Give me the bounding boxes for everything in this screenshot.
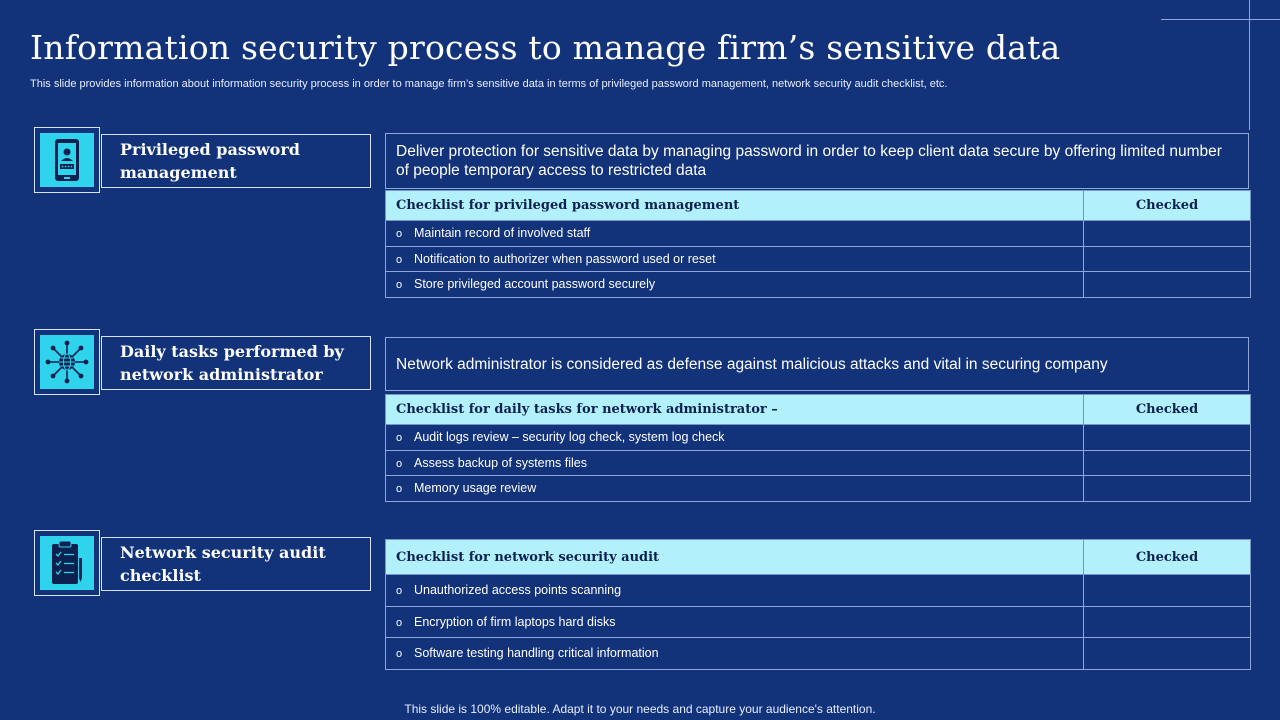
checklist-item [386,638,1084,670]
table-header-row [386,540,1251,575]
section-1-label: Privileged password management [101,134,371,188]
checked-cell[interactable] [1084,575,1251,607]
table-row [386,450,1251,476]
checked-header: Checked [1084,191,1251,221]
bullet-icon: o [396,253,403,266]
bullet-icon: o [396,616,403,629]
network-globe-icon [40,335,94,389]
table-row [386,575,1251,607]
table-row [386,606,1251,638]
page-subtitle: This slide provides information about information security process in order to manage firm’s sensitive data in terms of privileged password management, network security audit checklist, etc. [30,78,948,90]
checklist-item [386,476,1084,502]
bullet-icon: o [396,483,403,496]
section-1-description: Deliver protection for sensitive data by managing password in order to keep client data secure by offering limited number of people temporary access to restricted data [385,133,1249,189]
table-row [386,272,1251,298]
checklist-header: Checklist for privileged password management [386,191,1084,221]
bullet-icon: o [396,457,403,470]
checklist-item [386,425,1084,451]
checked-header: Checked [1084,540,1251,575]
section-3-checklist-table [385,539,1251,670]
checklist-item-text: Assess backup of systems files [414,455,587,470]
section-1-checklist-table [385,190,1251,298]
checklist-item-text: Software testing handling critical information [414,646,659,661]
corner-line-vertical [1249,0,1250,130]
checklist-item [386,246,1084,272]
checked-header: Checked [1084,395,1251,425]
bullet-icon: o [396,585,403,598]
footer-note: This slide is 100% editable. Adapt it to your needs and capture your audience's attention. [404,702,876,716]
section-2-description: Network administrator is considered as defense against malicious attacks and vital in securing company [385,337,1249,391]
table-header-row [386,395,1251,425]
table-row [386,638,1251,670]
checklist-item-text: Memory usage review [414,481,537,496]
checklist-item [386,221,1084,247]
phone-lock-icon [40,133,94,187]
section-3-label: Network security audit checklist [101,537,371,591]
page-title: Information security process to manage firm’s sensitive data [30,28,1061,67]
section-1-icon-frame [34,127,100,193]
checklist-item-text: Unauthorized access points scanning [414,583,622,598]
checklist-item-text: Encryption of firm laptops hard disks [414,614,616,629]
checklist-header: Checklist for daily tasks for network administrator – [386,395,1084,425]
bullet-icon: o [396,432,403,445]
table-row [386,425,1251,451]
clipboard-checklist-icon [40,536,94,590]
bullet-icon: o [396,648,403,661]
checked-cell[interactable] [1084,221,1251,247]
checklist-header: Checklist for network security audit [386,540,1084,575]
checked-cell[interactable] [1084,638,1251,670]
checklist-item [386,575,1084,607]
table-header-row [386,191,1251,221]
table-row [386,221,1251,247]
section-2-checklist-table [385,394,1251,502]
table-row [386,246,1251,272]
checked-cell[interactable] [1084,425,1251,451]
checklist-item-text: Notification to authorizer when password used or reset [414,251,716,266]
section-2-icon-frame [34,329,100,395]
checklist-item-text: Store privileged account password securely [414,277,656,292]
checklist-item [386,450,1084,476]
checklist-item-text: Audit logs review – security log check, system log check [414,430,725,445]
table-row [386,476,1251,502]
checked-cell[interactable] [1084,246,1251,272]
section-2-label: Daily tasks performed by network administrator [101,336,371,390]
checklist-item-text: Maintain record of involved staff [414,226,591,241]
section-3-icon-frame [34,530,100,596]
checked-cell[interactable] [1084,606,1251,638]
corner-line-horizontal [1161,19,1280,20]
bullet-icon: o [396,279,403,292]
checked-cell[interactable] [1084,450,1251,476]
checked-cell[interactable] [1084,272,1251,298]
checklist-item [386,272,1084,298]
bullet-icon: o [396,228,403,241]
checklist-item [386,606,1084,638]
checked-cell[interactable] [1084,476,1251,502]
